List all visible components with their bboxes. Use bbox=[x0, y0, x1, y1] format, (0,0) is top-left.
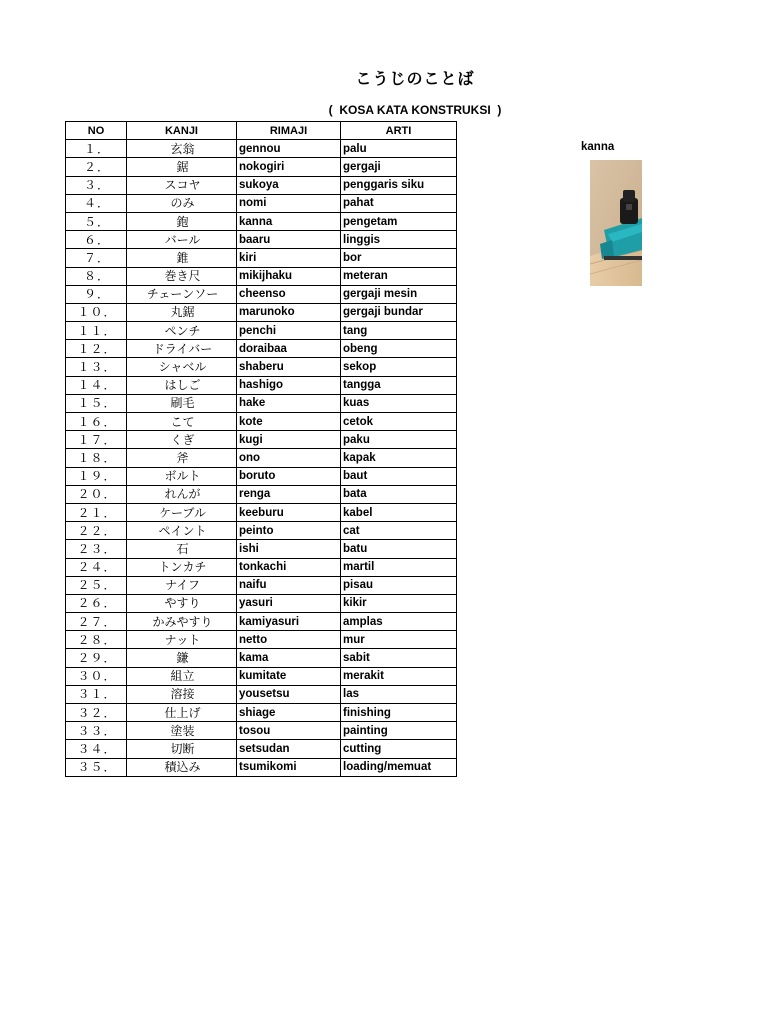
cell-kanji: 塗装 bbox=[127, 722, 237, 740]
cell-no: ８． bbox=[66, 267, 127, 285]
cell-arti: cetok bbox=[341, 413, 457, 431]
table-row bbox=[66, 358, 457, 376]
cell-rimaji: yasuri bbox=[237, 594, 341, 612]
cell-arti: finishing bbox=[341, 704, 457, 722]
cell-kanji: 鉋 bbox=[127, 212, 237, 230]
cell-no: １３． bbox=[66, 358, 127, 376]
cell-no: １２． bbox=[66, 340, 127, 358]
cell-arti: gergaji bundar bbox=[341, 303, 457, 321]
cell-no: １７． bbox=[66, 431, 127, 449]
cell-arti: cutting bbox=[341, 740, 457, 758]
cell-no: ３０． bbox=[66, 667, 127, 685]
cell-rimaji: naifu bbox=[237, 576, 341, 594]
cell-no: ２０． bbox=[66, 485, 127, 503]
cell-kanji: 斧 bbox=[127, 449, 237, 467]
cell-no: ２４． bbox=[66, 558, 127, 576]
image-caption: kanna bbox=[581, 141, 615, 153]
cell-kanji: トンカチ bbox=[127, 558, 237, 576]
table-row bbox=[66, 303, 457, 321]
cell-kanji: スコヤ bbox=[127, 176, 237, 194]
cell-arti: las bbox=[341, 685, 457, 703]
cell-kanji: 切断 bbox=[127, 740, 237, 758]
cell-rimaji: setsudan bbox=[237, 740, 341, 758]
cell-kanji: バール bbox=[127, 231, 237, 249]
table-row bbox=[66, 413, 457, 431]
cell-kanji: 巻き尺 bbox=[127, 267, 237, 285]
cell-no: ３． bbox=[66, 176, 127, 194]
table-row bbox=[66, 631, 457, 649]
table-row bbox=[66, 613, 457, 631]
cell-kanji: 鋸 bbox=[127, 158, 237, 176]
table-row bbox=[66, 485, 457, 503]
header-no: NO bbox=[66, 122, 127, 140]
cell-kanji: チェーンソー bbox=[127, 285, 237, 303]
cell-rimaji: netto bbox=[237, 631, 341, 649]
cell-kanji: ナイフ bbox=[127, 576, 237, 594]
cell-arti: pisau bbox=[341, 576, 457, 594]
cell-no: ５． bbox=[66, 212, 127, 230]
cell-no: ２２． bbox=[66, 522, 127, 540]
cell-rimaji: kumitate bbox=[237, 667, 341, 685]
cell-rimaji: baaru bbox=[237, 231, 341, 249]
vocabulary-table bbox=[65, 121, 457, 777]
table-row bbox=[66, 376, 457, 394]
cell-no: ３３． bbox=[66, 722, 127, 740]
cell-rimaji: tsumikomi bbox=[237, 758, 341, 776]
table-row bbox=[66, 267, 457, 285]
table-row bbox=[66, 158, 457, 176]
cell-kanji: のみ bbox=[127, 194, 237, 212]
cell-no: １１． bbox=[66, 322, 127, 340]
cell-arti: sabit bbox=[341, 649, 457, 667]
cell-rimaji: nokogiri bbox=[237, 158, 341, 176]
cell-arti: kikir bbox=[341, 594, 457, 612]
cell-no: １６． bbox=[66, 413, 127, 431]
cell-rimaji: nomi bbox=[237, 194, 341, 212]
cell-arti: meteran bbox=[341, 267, 457, 285]
cell-rimaji: kamiyasuri bbox=[237, 613, 341, 631]
cell-arti: penggaris siku bbox=[341, 176, 457, 194]
cell-no: ６． bbox=[66, 231, 127, 249]
cell-arti: mur bbox=[341, 631, 457, 649]
cell-rimaji: yousetsu bbox=[237, 685, 341, 703]
cell-kanji: ペンチ bbox=[127, 322, 237, 340]
cell-arti: tangga bbox=[341, 376, 457, 394]
cell-no: １９． bbox=[66, 467, 127, 485]
cell-kanji: やすり bbox=[127, 594, 237, 612]
table-row bbox=[66, 140, 457, 158]
cell-no: ２８． bbox=[66, 631, 127, 649]
cell-arti: pengetam bbox=[341, 212, 457, 230]
table-row bbox=[66, 685, 457, 703]
cell-no: ２５． bbox=[66, 576, 127, 594]
cell-arti: martil bbox=[341, 558, 457, 576]
cell-kanji: 仕上げ bbox=[127, 704, 237, 722]
cell-arti: kuas bbox=[341, 394, 457, 412]
table-body bbox=[66, 140, 457, 777]
cell-arti: pahat bbox=[341, 194, 457, 212]
cell-no: ２７． bbox=[66, 613, 127, 631]
cell-kanji: 組立 bbox=[127, 667, 237, 685]
cell-arti: kabel bbox=[341, 503, 457, 521]
page-title: こうじのことば bbox=[355, 69, 475, 88]
cell-no: ２３． bbox=[66, 540, 127, 558]
cell-rimaji: gennou bbox=[237, 140, 341, 158]
cell-kanji: ドライバー bbox=[127, 340, 237, 358]
cell-no: ４． bbox=[66, 194, 127, 212]
cell-rimaji: peinto bbox=[237, 522, 341, 540]
cell-arti: cat bbox=[341, 522, 457, 540]
cell-arti: bor bbox=[341, 249, 457, 267]
cell-kanji: かみやすり bbox=[127, 613, 237, 631]
cell-kanji: れんが bbox=[127, 485, 237, 503]
cell-rimaji: boruto bbox=[237, 467, 341, 485]
cell-kanji: はしご bbox=[127, 376, 237, 394]
cell-rimaji: renga bbox=[237, 485, 341, 503]
cell-kanji: 丸鋸 bbox=[127, 303, 237, 321]
cell-rimaji: tonkachi bbox=[237, 558, 341, 576]
cell-rimaji: shiage bbox=[237, 704, 341, 722]
cell-arti: batu bbox=[341, 540, 457, 558]
cell-kanji: 溶接 bbox=[127, 685, 237, 703]
cell-rimaji: hashigo bbox=[237, 376, 341, 394]
cell-no: ３２． bbox=[66, 704, 127, 722]
cell-rimaji: doraibaa bbox=[237, 340, 341, 358]
table-row bbox=[66, 467, 457, 485]
cell-kanji: 積込み bbox=[127, 758, 237, 776]
cell-kanji: こて bbox=[127, 413, 237, 431]
cell-rimaji: keeburu bbox=[237, 503, 341, 521]
cell-rimaji: mikijhaku bbox=[237, 267, 341, 285]
cell-no: ２６． bbox=[66, 594, 127, 612]
header-kanji: KANJI bbox=[127, 122, 237, 140]
cell-arti: obeng bbox=[341, 340, 457, 358]
page-subtitle: ( KOSA KATA KONSTRUKSI ) bbox=[328, 103, 502, 117]
table-row bbox=[66, 431, 457, 449]
header-rimaji: RIMAJI bbox=[237, 122, 341, 140]
cell-arti: sekop bbox=[341, 358, 457, 376]
cell-no: １４． bbox=[66, 376, 127, 394]
table-row bbox=[66, 540, 457, 558]
cell-kanji: 刷毛 bbox=[127, 394, 237, 412]
table-row bbox=[66, 649, 457, 667]
cell-rimaji: cheenso bbox=[237, 285, 341, 303]
cell-rimaji: ishi bbox=[237, 540, 341, 558]
table-row bbox=[66, 449, 457, 467]
cell-kanji: シャベル bbox=[127, 358, 237, 376]
cell-arti: linggis bbox=[341, 231, 457, 249]
cell-arti: paku bbox=[341, 431, 457, 449]
cell-arti: painting bbox=[341, 722, 457, 740]
cell-kanji: くぎ bbox=[127, 431, 237, 449]
cell-rimaji: tosou bbox=[237, 722, 341, 740]
kanna-photo bbox=[590, 160, 642, 286]
cell-rimaji: kote bbox=[237, 413, 341, 431]
table-row bbox=[66, 176, 457, 194]
cell-rimaji: kanna bbox=[237, 212, 341, 230]
cell-arti: gergaji bbox=[341, 158, 457, 176]
cell-no: ２． bbox=[66, 158, 127, 176]
cell-no: ３４． bbox=[66, 740, 127, 758]
cell-no: ２９． bbox=[66, 649, 127, 667]
cell-no: ２１． bbox=[66, 503, 127, 521]
cell-kanji: ボルト bbox=[127, 467, 237, 485]
cell-kanji: 石 bbox=[127, 540, 237, 558]
cell-rimaji: penchi bbox=[237, 322, 341, 340]
cell-no: １０． bbox=[66, 303, 127, 321]
cell-arti: gergaji mesin bbox=[341, 285, 457, 303]
cell-rimaji: kugi bbox=[237, 431, 341, 449]
cell-arti: bata bbox=[341, 485, 457, 503]
table-row bbox=[66, 704, 457, 722]
table-row bbox=[66, 503, 457, 521]
cell-arti: merakit bbox=[341, 667, 457, 685]
cell-arti: palu bbox=[341, 140, 457, 158]
table-row bbox=[66, 758, 457, 776]
table-row bbox=[66, 340, 457, 358]
table-row bbox=[66, 576, 457, 594]
cell-rimaji: sukoya bbox=[237, 176, 341, 194]
cell-kanji: 玄翁 bbox=[127, 140, 237, 158]
table-row bbox=[66, 249, 457, 267]
cell-rimaji: hake bbox=[237, 394, 341, 412]
cell-arti: tang bbox=[341, 322, 457, 340]
table-row bbox=[66, 212, 457, 230]
table-row bbox=[66, 594, 457, 612]
table-row bbox=[66, 558, 457, 576]
cell-kanji: ペイント bbox=[127, 522, 237, 540]
cell-no: １． bbox=[66, 140, 127, 158]
table-row bbox=[66, 667, 457, 685]
table-row bbox=[66, 722, 457, 740]
cell-rimaji: shaberu bbox=[237, 358, 341, 376]
table-row bbox=[66, 740, 457, 758]
cell-kanji: ナット bbox=[127, 631, 237, 649]
cell-rimaji: ono bbox=[237, 449, 341, 467]
power-planer-image bbox=[590, 160, 642, 286]
cell-arti: amplas bbox=[341, 613, 457, 631]
cell-rimaji: kama bbox=[237, 649, 341, 667]
cell-kanji: 鎌 bbox=[127, 649, 237, 667]
cell-rimaji: kiri bbox=[237, 249, 341, 267]
table-row bbox=[66, 522, 457, 540]
table-row bbox=[66, 394, 457, 412]
table-row bbox=[66, 322, 457, 340]
cell-no: ９． bbox=[66, 285, 127, 303]
table-header-row bbox=[66, 122, 457, 140]
table-row bbox=[66, 285, 457, 303]
table-row bbox=[66, 231, 457, 249]
cell-arti: kapak bbox=[341, 449, 457, 467]
cell-no: １５． bbox=[66, 394, 127, 412]
cell-arti: loading/memuat bbox=[341, 758, 457, 776]
cell-kanji: 錐 bbox=[127, 249, 237, 267]
cell-no: １８． bbox=[66, 449, 127, 467]
cell-no: ７． bbox=[66, 249, 127, 267]
table-row bbox=[66, 194, 457, 212]
cell-rimaji: marunoko bbox=[237, 303, 341, 321]
cell-arti: baut bbox=[341, 467, 457, 485]
cell-no: ３１． bbox=[66, 685, 127, 703]
cell-kanji: ケーブル bbox=[127, 503, 237, 521]
cell-no: ３５． bbox=[66, 758, 127, 776]
header-arti: ARTI bbox=[341, 122, 457, 140]
